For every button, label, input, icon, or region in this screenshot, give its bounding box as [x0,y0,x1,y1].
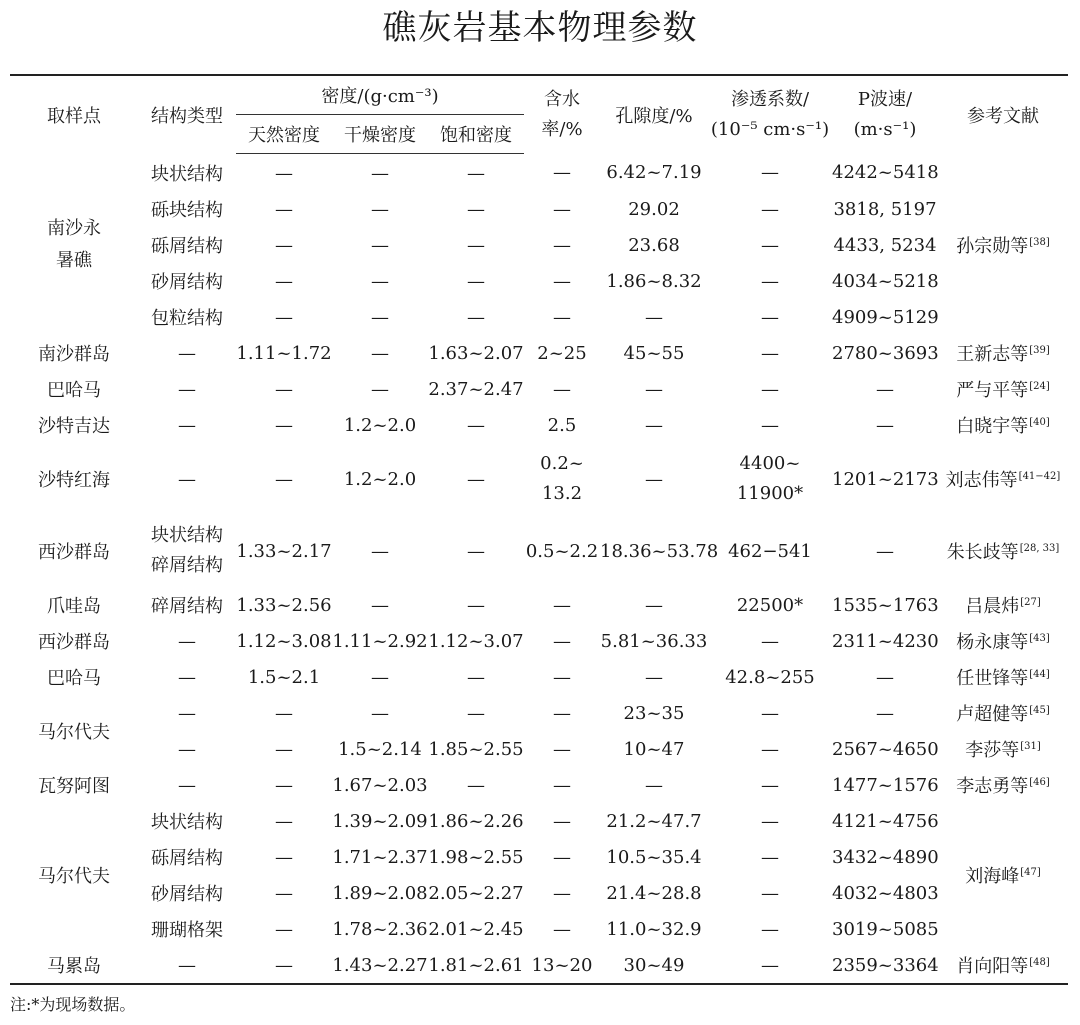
natural-density-cell: — [275,306,293,328]
water-content-cell: — [553,594,571,616]
water-content-cell: 0.5~2.2 [525,540,599,562]
reference-name: 王新志等 [956,344,1029,365]
structure-cell: 砾块结构 [151,200,223,221]
pwave-cell: 4121~4756 [832,810,939,832]
dry-density-cell: 1.43~2.27 [332,947,428,984]
reference-number: [40] [1029,417,1050,428]
permeability-line1: 4400~ [739,453,801,474]
saturated-density-cell: — [467,270,485,292]
saturated-density-cell: 1.63~2.07 [428,342,524,364]
permeability-cell: — [761,198,779,220]
permeability-cell: — [761,882,779,904]
natural-density-cell: — [236,947,332,984]
reference-cell [938,695,1068,731]
pwave-cell: 4909~5129 [832,306,939,328]
permeability-cell [708,443,832,515]
dry-density-cell: — [371,234,389,256]
porosity-cell: 10~47 [623,738,685,760]
reference-cell [938,803,1068,947]
pwave-cell: 4242~5418 [832,162,939,184]
table-row [10,371,1068,407]
table-title: 礁灰岩基本物理参数 [382,8,698,48]
structure-cell: 砾屑结构 [151,236,223,257]
natural-density-cell: — [275,414,293,436]
reference-cell [938,443,1068,515]
natural-density-cell: — [275,810,293,832]
table-row [10,227,1068,263]
reference-cell [938,767,1068,803]
reference-name: 刘海峰 [965,866,1020,887]
site-cell: 南沙群岛 [38,344,110,365]
table-row [10,695,1068,731]
table-row [10,154,1068,192]
dry-density-cell: 1.2~2.0 [343,468,417,490]
permeability-cell: 22500* [736,594,804,616]
reference-cell [938,587,1068,623]
saturated-density-cell: 2.01~2.45 [428,918,524,940]
structure-cell: — [138,947,236,984]
water-content-cell: — [553,630,571,652]
water-content-cell [524,443,600,515]
table-row [10,767,1068,803]
site-cell: 马尔代夫 [38,722,110,743]
reference-cell [938,947,1068,984]
structure-cell [138,515,236,587]
structure-cell: 砂屑结构 [151,272,223,293]
dry-density-cell: 1.11~2.92 [332,630,428,652]
table-row [10,443,1068,515]
table-row [10,659,1068,695]
structure-cell: — [178,774,196,796]
site-cell: 西沙群岛 [38,542,110,563]
table-row [10,731,1068,767]
pwave-cell: — [876,702,894,724]
saturated-density-cell: — [467,198,485,220]
porosity-cell: 1.86~8.32 [606,270,702,292]
header-permeability-line2: (10⁻⁵ cm·s⁻¹) [710,118,830,140]
saturated-density-cell: 2.37~2.47 [428,378,524,400]
table-row [10,515,1068,587]
header-permeability-line1: 渗透系数/ [730,88,810,110]
reference-name: 孙宗勋等 [956,235,1029,257]
permeability-cell: — [761,774,779,796]
reference-number: [44] [1029,669,1050,680]
saturated-density-cell: — [467,414,485,436]
table-row [10,839,1068,875]
water-content-line2: 13.2 [541,483,583,504]
dry-density-cell: 1.5~2.14 [338,738,422,760]
pwave-cell: 1477~1576 [832,774,939,796]
pwave-cell: 4034~5218 [832,270,939,292]
dry-density-cell: 1.2~2.0 [343,414,417,436]
site-line2: 暑礁 [56,249,92,271]
permeability-cell: — [761,306,779,328]
structure-cell: — [178,378,196,400]
structure-line1: 块状结构 [151,525,223,546]
structure-cell: 砂屑结构 [151,884,223,905]
header-density-group: 密度/(g·cm⁻³) [236,75,524,115]
saturated-density-cell: 1.86~2.26 [428,810,524,832]
permeability-cell: — [761,234,779,256]
natural-density-cell: — [275,702,293,724]
water-content-cell: — [553,846,571,868]
header-pwave [832,75,938,154]
water-content-cell: — [553,234,571,256]
porosity-cell: 5.81~36.33 [600,630,708,652]
reference-name: 李志勇等 [956,776,1029,797]
porosity-cell: 18.36~53.78 [600,540,719,562]
pwave-cell: 4433, 5234 [833,234,937,256]
saturated-density-cell: — [467,540,485,562]
structure-cell: 块状结构 [151,163,223,185]
site-cell: 巴哈马 [47,668,101,689]
reference-number: [45] [1029,705,1050,716]
reference-number: [31] [1020,741,1041,752]
reference-name: 杨永康等 [956,632,1029,653]
water-content-cell: — [553,918,571,940]
porosity-cell: 30~49 [600,947,708,984]
site-cell [10,154,138,336]
site-cell: 巴哈马 [47,380,101,401]
natural-density-cell: 1.5~2.1 [247,666,321,688]
table-row [10,623,1068,659]
saturated-density-cell: — [467,468,485,490]
reference-name: 任世锋等 [956,668,1029,689]
reference-name: 朱长歧等 [946,542,1019,563]
header-porosity: 孔隙度/% [600,75,708,154]
pwave-cell: 4032~4803 [832,882,939,904]
dry-density-cell: — [371,162,389,184]
reference-name: 李莎等 [965,740,1020,761]
header-water-line2: 率/% [541,118,583,140]
site-cell: 马累岛 [10,947,138,984]
water-content-cell: — [553,702,571,724]
porosity-cell: 23.68 [628,234,680,256]
pwave-cell: 2567~4650 [832,738,939,760]
porosity-cell: — [645,468,663,490]
natural-density-cell: — [275,774,293,796]
saturated-density-cell: — [467,774,485,796]
permeability-cell: — [761,162,779,184]
site-cell: 沙特吉达 [38,416,110,437]
water-content-cell: — [553,810,571,832]
reference-cell [938,371,1068,407]
permeability-cell: — [761,342,779,364]
dry-density-cell: — [371,378,389,400]
reference-number: [43] [1029,633,1050,644]
reference-number: [48] [1029,957,1050,968]
reference-cell [938,659,1068,695]
reference-cell [938,731,1068,767]
dry-density-cell: — [371,594,389,616]
header-natural-density: 天然密度 [236,115,332,154]
header-permeability [708,75,832,154]
pwave-cell: 1201~2173 [832,468,939,490]
reference-number: [47] [1020,867,1041,878]
table-row [10,335,1068,371]
saturated-density-cell: 1.12~3.07 [428,630,524,652]
header-structure: 结构类型 [138,75,236,154]
natural-density-cell: — [275,162,293,184]
porosity-cell: 21.2~47.7 [606,810,702,832]
permeability-cell: — [761,414,779,436]
dry-density-cell: — [371,540,389,562]
permeability-cell: — [761,270,779,292]
dry-density-cell: 1.89~2.08 [332,882,428,904]
water-content-cell: — [553,378,571,400]
structure-cell: — [178,630,196,652]
saturated-density-cell: 1.81~2.61 [428,947,524,984]
structure-cell: — [178,702,196,724]
dry-density-cell: 1.71~2.37 [332,846,428,868]
table-row [10,587,1068,623]
saturated-density-cell: — [467,666,485,688]
porosity-cell: 45~55 [623,342,685,364]
pwave-cell: 2311~4230 [832,630,939,652]
water-content-cell: 2~25 [537,342,587,364]
saturated-density-cell: — [467,702,485,724]
site-cell: 沙特红海 [38,470,110,491]
water-content-cell: — [553,270,571,292]
table-row [10,191,1068,227]
table-row [10,911,1068,947]
dry-density-cell: 1.78~2.36 [332,918,428,940]
natural-density-cell: 1.33~2.17 [236,540,332,562]
reference-number: [38] [1029,236,1050,248]
pwave-cell: 2780~3693 [832,342,939,364]
table-row [10,947,1068,984]
header-pwave-line1: P波速/ [857,88,913,110]
dry-density-cell: — [371,702,389,724]
structure-cell: — [178,666,196,688]
permeability-cell: — [761,630,779,652]
natural-density-cell: — [275,846,293,868]
water-content-cell: — [553,882,571,904]
porosity-cell: — [645,378,663,400]
pwave-cell: — [876,666,894,688]
water-content-cell: — [553,306,571,328]
reference-number: [39] [1029,345,1050,356]
site-cell: 瓦努阿图 [38,776,110,797]
header-pwave-line2: (m·s⁻¹) [853,118,917,140]
structure-cell: 包粒结构 [151,308,223,329]
site-cell: 西沙群岛 [38,632,110,653]
water-content-cell: — [553,774,571,796]
header-reference: 参考文献 [938,75,1068,154]
natural-density-cell: — [275,882,293,904]
structure-line2: 碎屑结构 [151,555,223,576]
saturated-density-cell: 2.05~2.27 [428,882,524,904]
structure-cell: — [178,468,196,490]
permeability-cell: — [761,846,779,868]
natural-density-cell: — [275,468,293,490]
water-content-cell: — [553,162,571,184]
reference-number: [46] [1029,777,1050,788]
reference-cell [938,515,1068,587]
porosity-cell: 21.4~28.8 [606,882,702,904]
permeability-cell: — [708,947,832,984]
permeability-cell: — [761,702,779,724]
reference-cell [938,154,1068,336]
permeability-cell: 42.8~255 [725,666,815,688]
reference-cell [938,335,1068,371]
natural-density-cell: 1.11~1.72 [236,342,332,364]
reference-number: [41−42] [1018,471,1061,482]
dry-density-cell: — [371,270,389,292]
porosity-cell: 11.0~32.9 [606,918,702,940]
site-line1: 南沙永 [47,217,101,239]
permeability-cell: — [761,738,779,760]
structure-cell: 砾屑结构 [151,848,223,869]
physical-parameters-table [10,74,1068,985]
reference-name: 白晓宇等 [956,416,1029,437]
porosity-cell: 29.02 [628,198,680,220]
dry-density-cell: 1.67~2.03 [332,774,428,796]
natural-density-cell: — [275,918,293,940]
pwave-cell: 3818, 5197 [833,198,937,220]
permeability-cell: — [761,378,779,400]
reference-name: 卢超健等 [956,704,1029,725]
site-cell: 马尔代夫 [38,866,110,887]
reference-name: 吕晨炜 [965,596,1020,617]
water-content-cell: 13~20 [524,947,600,984]
reference-number: [27] [1020,597,1041,608]
permeability-line2: 11900* [736,483,804,504]
header-water-line1: 含水 [544,88,580,110]
permeability-cell: — [761,918,779,940]
reference-cell [938,407,1068,443]
natural-density-cell: — [275,198,293,220]
natural-density-cell: 1.12~3.08 [236,630,332,652]
structure-cell: — [178,342,196,364]
reference-name: 刘志伟等 [945,470,1018,491]
permeability-cell: — [761,810,779,832]
water-content-cell: 2.5 [547,414,577,436]
saturated-density-cell: — [467,306,485,328]
structure-cell: 珊瑚格架 [151,920,223,941]
saturated-density-cell: 1.98~2.55 [428,846,524,868]
porosity-cell: — [645,414,663,436]
structure-cell: — [178,738,196,760]
dry-density-cell: — [371,198,389,220]
dry-density-cell: — [371,666,389,688]
porosity-cell: 23~35 [623,702,685,724]
table-row [10,875,1068,911]
water-content-cell: — [553,666,571,688]
table-row [10,803,1068,839]
pwave-cell: 3432~4890 [832,846,939,868]
saturated-density-cell: — [467,162,485,184]
reference-number: [28, 33] [1019,543,1060,554]
reference-cell [938,623,1068,659]
header-dry-density: 干燥密度 [332,115,428,154]
porosity-cell: — [645,666,663,688]
structure-cell: 碎屑结构 [151,596,223,617]
dry-density-cell: 1.39~2.09 [332,810,428,832]
saturated-density-cell: — [467,234,485,256]
pwave-cell: 2359~3364 [832,947,938,984]
reference-number: [24] [1029,381,1050,392]
natural-density-cell: — [275,234,293,256]
header-site: 取样点 [10,75,138,154]
permeability-cell: 462−541 [728,540,812,562]
water-content-cell: — [553,198,571,220]
reference-name: 严与平等 [956,380,1029,401]
porosity-cell: — [645,306,663,328]
porosity-cell: — [645,594,663,616]
pwave-cell: — [876,540,894,562]
water-content-cell: — [553,738,571,760]
porosity-cell: — [645,774,663,796]
saturated-density-cell: — [467,594,485,616]
dry-density-cell: — [371,342,389,364]
natural-density-cell: 1.33~2.56 [236,594,332,616]
water-content-line1: 0.2~ [540,453,584,474]
pwave-cell: 1535~1763 [832,594,939,616]
header-water-content [524,75,600,154]
pwave-cell: — [876,378,894,400]
table-note: 注:*为现场数据。 [10,995,136,1014]
porosity-cell: 10.5~35.4 [606,846,702,868]
table-row [10,299,1068,335]
table-row [10,407,1068,443]
structure-cell: — [178,414,196,436]
header-saturated-density: 饱和密度 [428,115,524,154]
porosity-cell: 6.42~7.19 [606,162,702,184]
pwave-cell: 3019~5085 [832,918,939,940]
saturated-density-cell: 1.85~2.55 [428,738,524,760]
table-row [10,263,1068,299]
structure-cell: 块状结构 [151,812,223,833]
site-cell: 爪哇岛 [47,596,101,617]
pwave-cell: — [876,414,894,436]
dry-density-cell: — [371,306,389,328]
reference-name: 肖向阳等 [956,956,1029,977]
natural-density-cell: — [275,378,293,400]
natural-density-cell: — [275,270,293,292]
natural-density-cell: — [275,738,293,760]
